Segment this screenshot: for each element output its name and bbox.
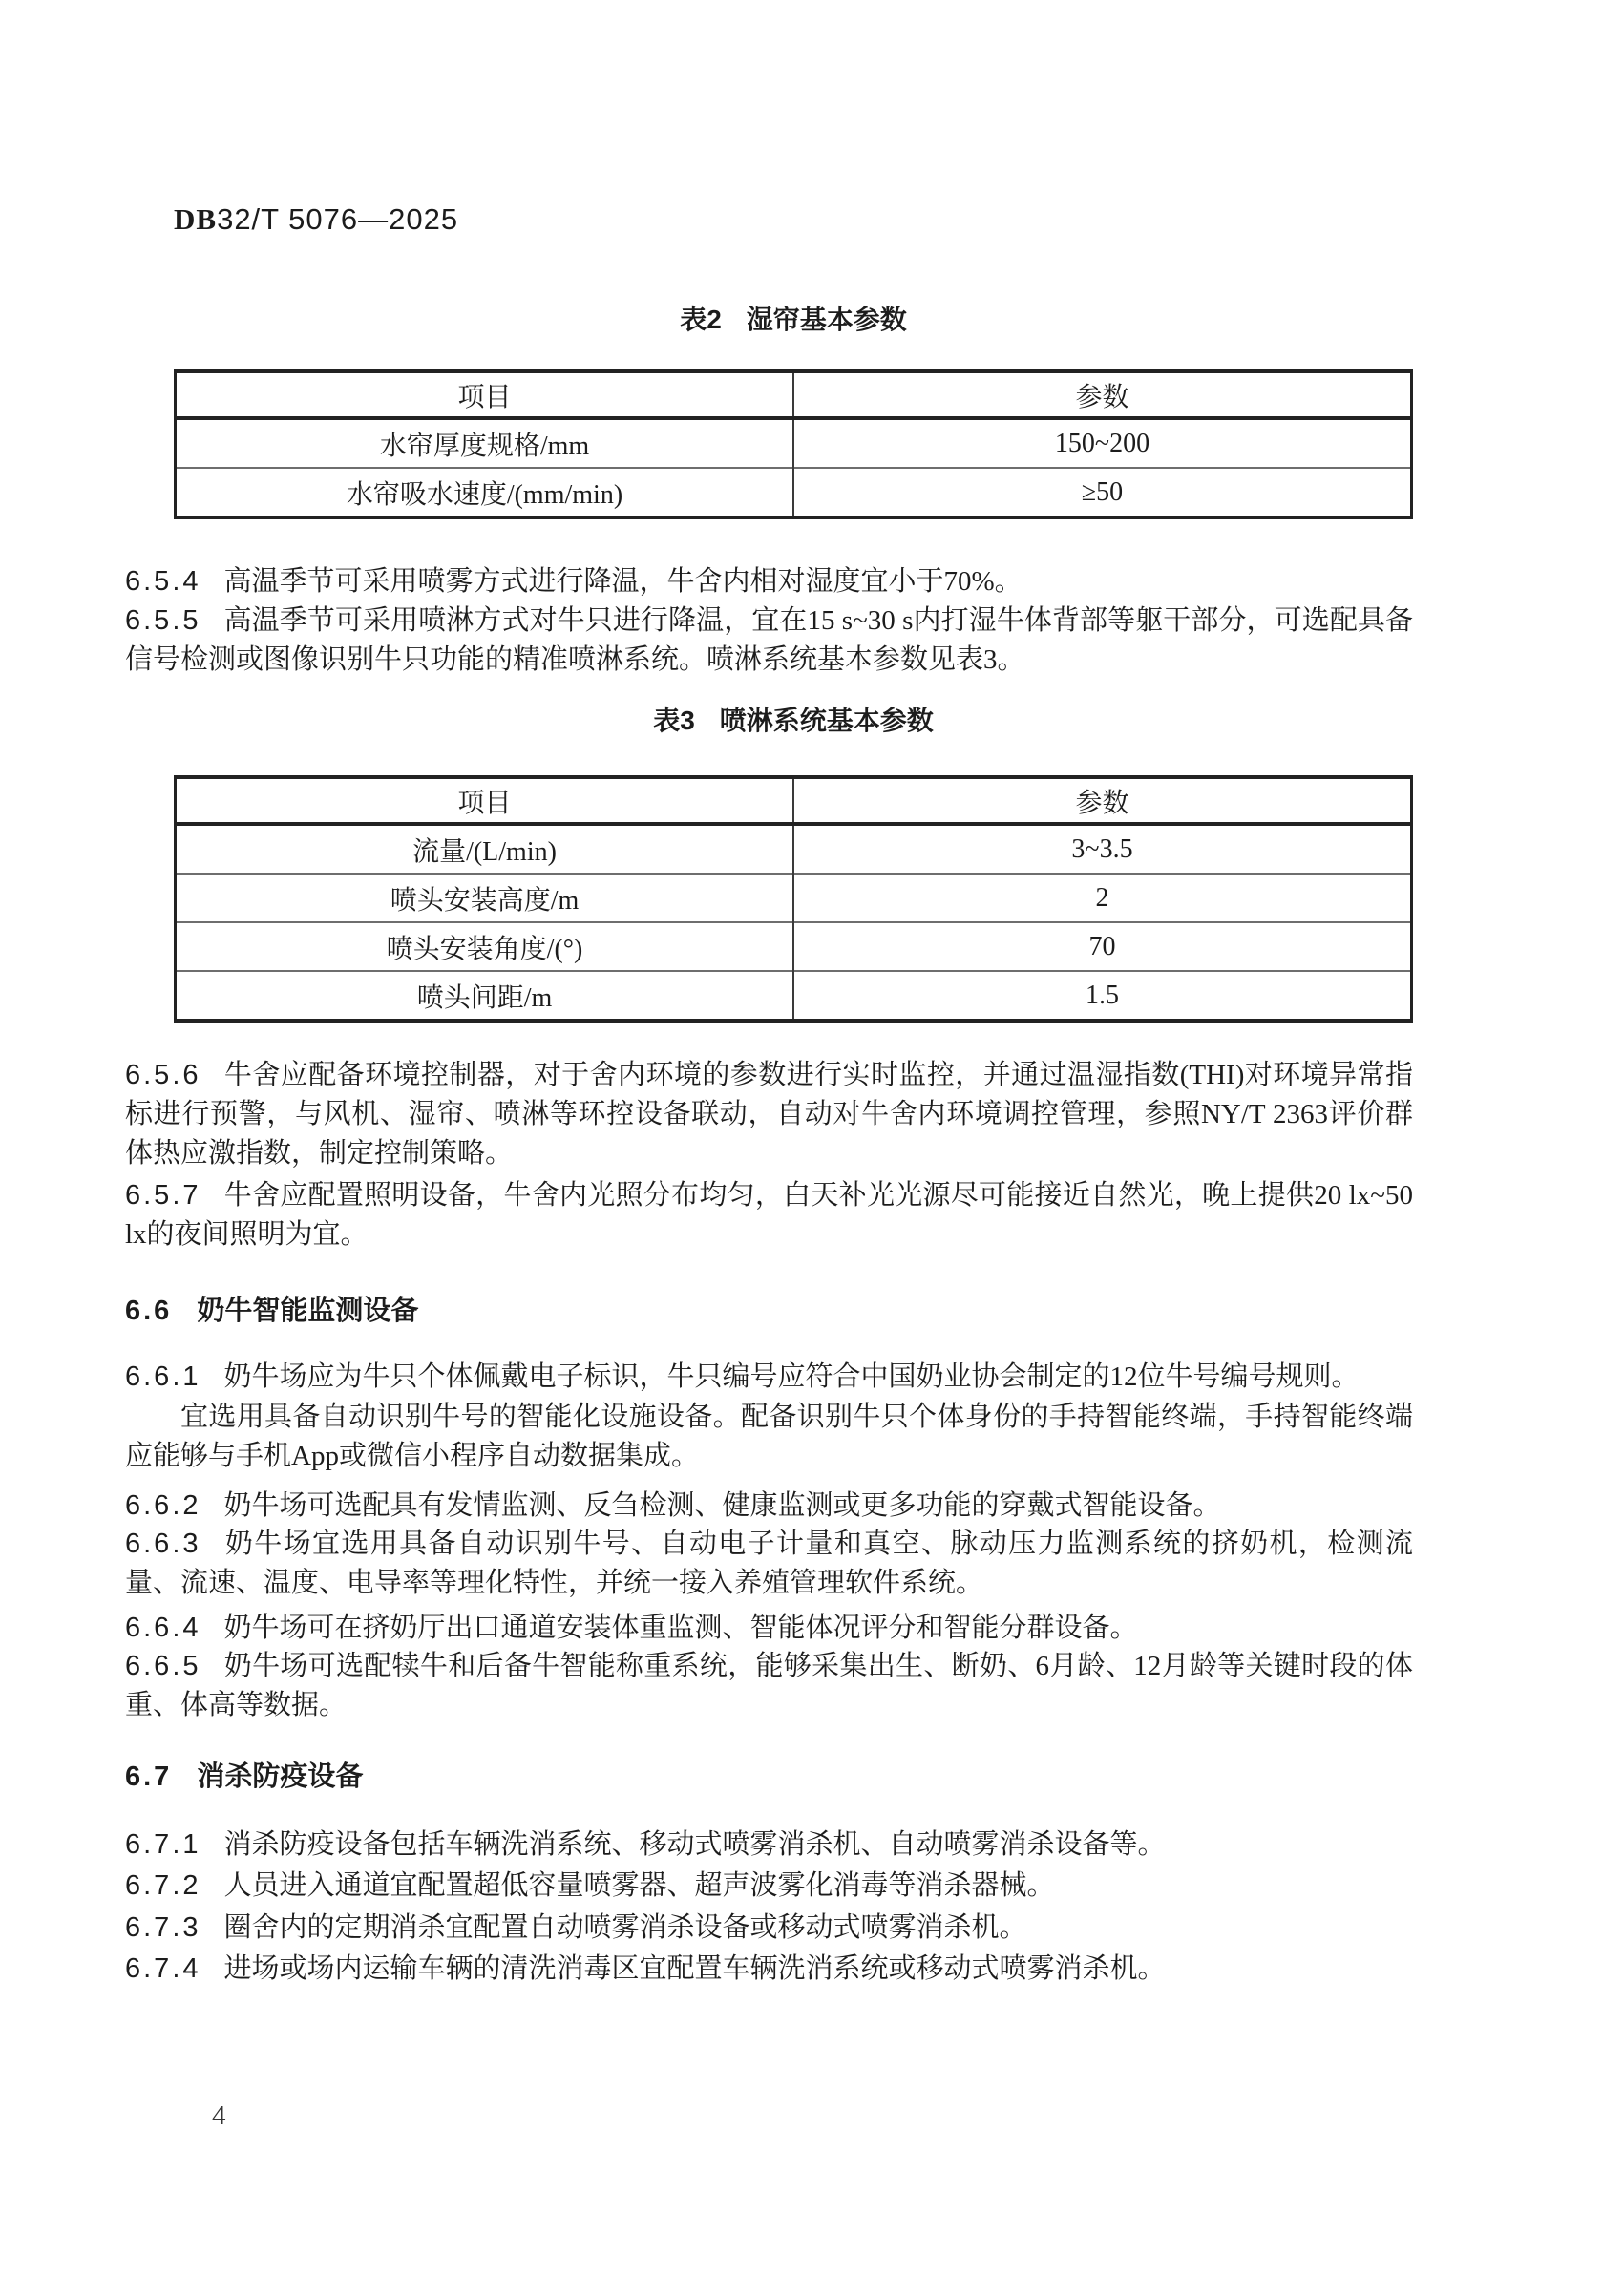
clause-number: 6.5.7 — [125, 1180, 201, 1211]
clause-number: 6.6.1 — [125, 1361, 201, 1392]
table2-header-row — [176, 371, 1412, 418]
clause-number: 6.7.3 — [125, 1912, 201, 1943]
table-row — [176, 971, 1412, 1021]
table3-cell-param-3: 1.5 — [793, 971, 1412, 1021]
clause-text: 牛舍应配备环境控制器，对于舍内环境的参数进行实时监控，并通过温湿指数(THI)对环境异常指标进行预警，与风机、湿帘、喷淋等环控设备联动，自动对牛舍内环境调控管理，参照NY/T 2363评价群体热应激指数，制定控制策略。 — [125, 1060, 1413, 1169]
table2 — [174, 369, 1413, 519]
section-heading-6-6 — [125, 1294, 1413, 1328]
clause-number: 6.5.5 — [125, 605, 201, 636]
clause-number: 6.7.4 — [125, 1953, 201, 1984]
table3-cell-param-0: 3~3.5 — [793, 824, 1412, 874]
clause-number: 6.6.4 — [125, 1613, 201, 1643]
clause-number: 6.6.2 — [125, 1490, 201, 1521]
table3-cell-param-1: 2 — [793, 874, 1412, 922]
table3-cell-item-1: 喷头安装高度/m — [176, 874, 794, 922]
table3-cell-item-0: 流量/(L/min) — [176, 824, 794, 874]
table2-caption-title: 湿帘基本参数 — [746, 305, 907, 334]
table2-cell-param-0: 150~200 — [793, 418, 1412, 468]
table3-caption-label: 表3 — [653, 706, 695, 735]
table-row — [176, 922, 1412, 971]
section-title: 消杀防疫设备 — [197, 1761, 364, 1792]
clause-text: 奶牛场可选配犊牛和后备牛智能称重系统，能够采集出生、断奶、6月龄、12月龄等关键时段的体重、体高等数据。 — [125, 1651, 1413, 1720]
clause-6-6-2 — [125, 1487, 1413, 1526]
clause-number: 6.6.5 — [125, 1651, 201, 1681]
clause-6-5-5 — [125, 601, 1413, 680]
table3-cell-param-2: 70 — [793, 922, 1412, 971]
clause-text: 牛舍应配置照明设备，牛舍内光照分布均匀，白天补光光源尽可能接近自然光，晚上提供20 lx~50 lx的夜间照明为宜。 — [125, 1180, 1413, 1250]
page-number: 4 — [212, 2100, 226, 2131]
table3-caption — [174, 707, 1413, 735]
table3 — [174, 775, 1413, 1023]
section-number: 6.6 — [125, 1296, 173, 1326]
clause-6-7-3 — [125, 1909, 1413, 1948]
table2-caption — [174, 306, 1413, 334]
clause-text: 奶牛场可在挤奶厅出口通道安装体重监测、智能体况评分和智能分群设备。 — [223, 1613, 1138, 1643]
table3-cell-item-3: 喷头间距/m — [176, 971, 794, 1021]
clause-6-7-2 — [125, 1867, 1413, 1906]
table2-cell-item-0: 水帘厚度规格/mm — [176, 418, 794, 468]
doc-number — [174, 202, 458, 237]
table-row — [176, 418, 1412, 468]
section-title: 奶牛智能监测设备 — [197, 1296, 419, 1326]
table-row — [176, 468, 1412, 517]
table3-cell-item-2: 喷头安装角度/(°) — [176, 922, 794, 971]
clause-number: 6.7.1 — [125, 1829, 201, 1860]
table2-header-item: 项目 — [176, 371, 794, 418]
clause-number: 6.7.2 — [125, 1870, 201, 1901]
clause-6-5-6 — [125, 1056, 1413, 1173]
doc-number-rest: 32/T 5076—2025 — [217, 202, 459, 236]
table3-header-item: 项目 — [176, 777, 794, 824]
clause-number: 6.6.3 — [125, 1529, 201, 1559]
table3-caption-title: 喷淋系统基本参数 — [719, 706, 934, 735]
clause-text: 奶牛场应为牛只个体佩戴电子标识，牛只编号应符合中国奶业协会制定的12位牛号编号规则。 — [223, 1361, 1360, 1392]
section-number: 6.7 — [125, 1761, 173, 1792]
clause-6-6-1 — [125, 1358, 1413, 1397]
clause-text: 进场或场内运输车辆的清洗消毒区宜配置车辆洗消系统或移动式喷雾消杀机。 — [223, 1953, 1166, 1984]
clause-number: 6.5.4 — [125, 566, 201, 597]
clause-6-6-3 — [125, 1525, 1413, 1603]
clause-text: 高温季节可采用喷雾方式进行降温，牛舍内相对湿度宜小于70%。 — [223, 566, 1023, 597]
clause-text: 奶牛场宜选用具备自动识别牛号、自动电子计量和真空、脉动压力监测系统的挤奶机，检测流量、流速、温度、电导率等理化特性，并统一接入养殖管理软件系统。 — [125, 1529, 1413, 1598]
clause-6-6-4 — [125, 1609, 1413, 1648]
clause-6-6-5 — [125, 1647, 1413, 1725]
table2-caption-label: 表2 — [680, 305, 722, 334]
clause-6-7-1 — [125, 1825, 1413, 1865]
table2-cell-item-1: 水帘吸水速度/(mm/min) — [176, 468, 794, 517]
clause-6-5-7 — [125, 1176, 1413, 1255]
doc-number-prefix: DB — [174, 202, 218, 236]
table3-header-row — [176, 777, 1412, 824]
clause-text: 人员进入通道宜配置超低容量喷雾器、超声波雾化消毒等消杀器械。 — [223, 1870, 1055, 1901]
table3-header-param: 参数 — [793, 777, 1412, 824]
clause-6-5-4 — [125, 562, 1413, 601]
clause-6-6-1-continued — [125, 1398, 1413, 1476]
section-heading-6-7 — [125, 1760, 1413, 1794]
clause-6-7-4 — [125, 1950, 1413, 1989]
table2-header-param: 参数 — [793, 371, 1412, 418]
clause-text: 消杀防疫设备包括车辆洗消系统、移动式喷雾消杀机、自动喷雾消杀设备等。 — [223, 1829, 1166, 1860]
clause-text: 宜选用具备自动识别牛号的智能化设施设备。配备识别牛只个体身份的手持智能终端，手持智能终端应能够与手机App或微信小程序自动数据集成。 — [125, 1402, 1413, 1471]
table-row — [176, 824, 1412, 874]
clause-text: 高温季节可采用喷淋方式对牛只进行降温，宜在15 s~30 s内打湿牛体背部等躯干部分，可选配具备信号检测或图像识别牛只功能的精准喷淋系统。喷淋系统基本参数见表3。 — [125, 605, 1413, 675]
table2-cell-param-1: ≥50 — [793, 468, 1412, 517]
clause-text: 圈舍内的定期消杀宜配置自动喷雾消杀设备或移动式喷雾消杀机。 — [223, 1912, 1027, 1943]
clause-number: 6.5.6 — [125, 1060, 201, 1090]
clause-text: 奶牛场可选配具有发情监测、反刍检测、健康监测或更多功能的穿戴式智能设备。 — [223, 1490, 1221, 1521]
table-row — [176, 874, 1412, 922]
